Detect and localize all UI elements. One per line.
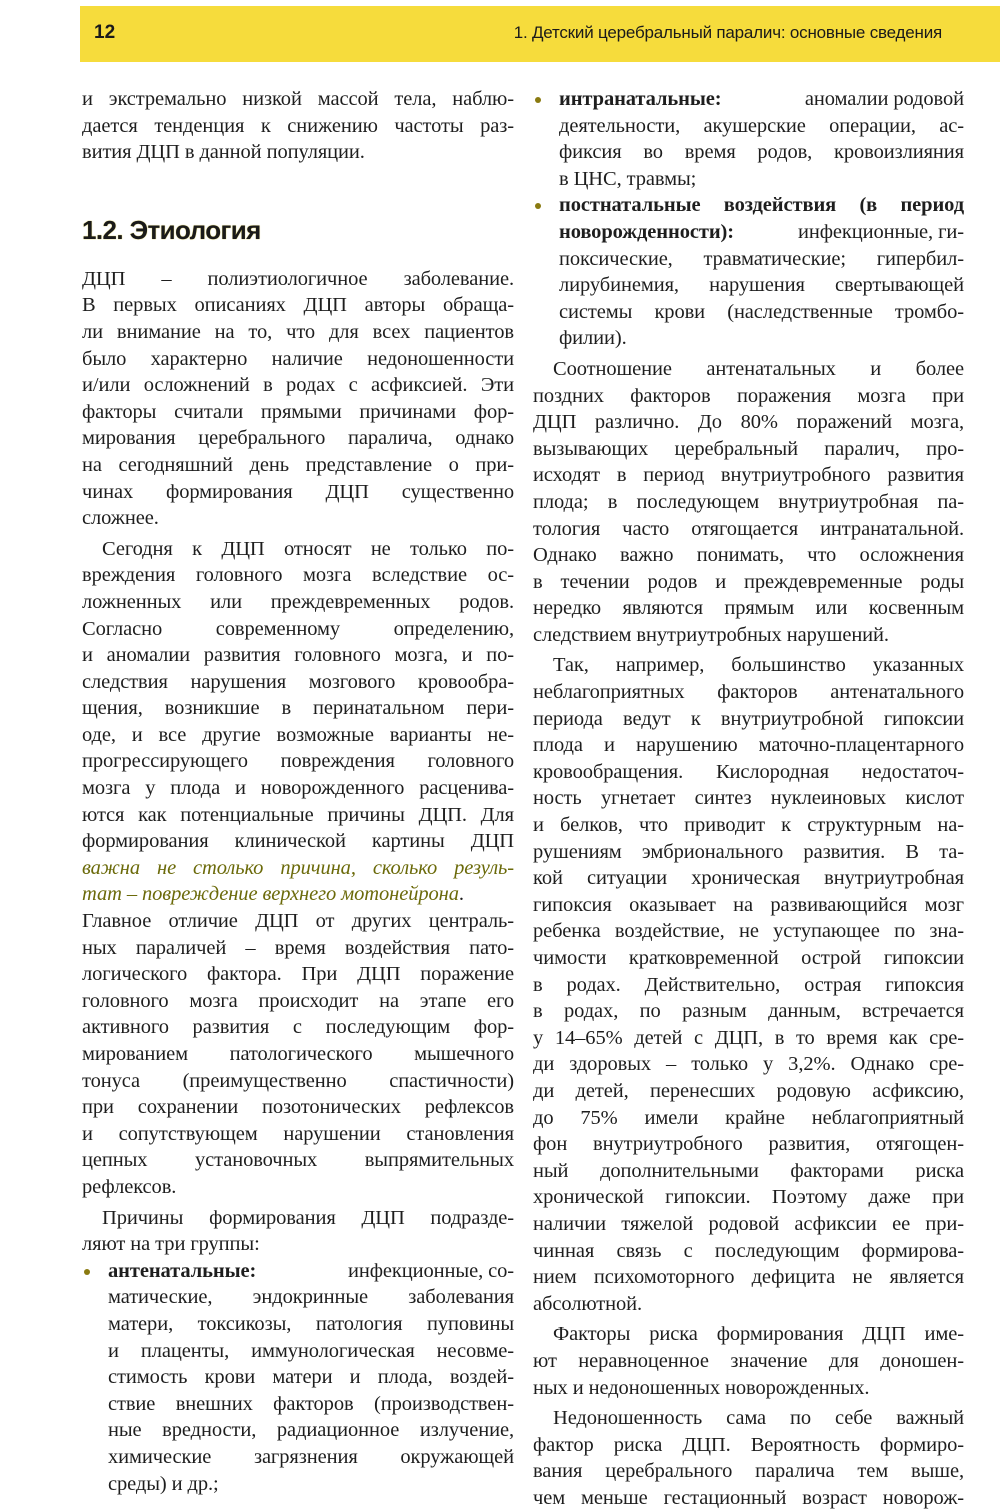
text-line: исходят в период внутриутробного развития <box>533 464 964 487</box>
text-line: сложнее. <box>82 507 159 530</box>
running-header <box>80 6 1000 62</box>
text-line: ность угнетает синтез нуклеиновых кислот <box>533 787 964 810</box>
text-line: фон внутриутробного развития, отягощен- <box>533 1133 964 1156</box>
paragraph-prematurity <box>533 1405 964 1511</box>
paragraph-hypoxia <box>533 652 964 1317</box>
text-line: было характерно наличие недоношенности <box>82 347 514 370</box>
text-line: ют неравноценное значение для доношен- <box>533 1349 964 1372</box>
text-line: чем меньше гестационный возраст новорож- <box>533 1486 964 1509</box>
highlighted-text: тат – повреждение верхнего мотонейрона <box>82 883 459 906</box>
text-line: и сопутствующем нарушении становления <box>82 1122 514 1145</box>
text-line: плода; в последующем внутриутробная па- <box>533 490 964 513</box>
text-line: ный дополнительными факторами риска <box>533 1159 964 1182</box>
text-line: системы крови (наследственные тромбо- <box>559 300 964 323</box>
text-line: факторы считали прямыми причинами фор- <box>82 400 514 423</box>
text-line: вития ДЦП в данной популяции. <box>82 141 365 164</box>
text-line: чимости кратковременной острой гипоксии <box>533 947 964 969</box>
text-line: ребенка воздействие, не уступающее по зна- <box>533 920 964 943</box>
text-line: поздних факторов поражения мозга при <box>533 384 964 407</box>
text-line: ные вредности, радиационное излучение, <box>108 1419 514 1442</box>
highlighted-text-line <box>82 881 514 908</box>
bullet-term: антенатальные: <box>108 1259 257 1282</box>
bullet-icon <box>535 97 541 103</box>
text-line: и белков, что приводит к структурным на- <box>533 814 964 837</box>
text-line: рушениям эмбрионального развития. В та- <box>533 840 964 863</box>
text-line: Так, например, большинство указанных <box>553 654 964 677</box>
text-line: кровообращения. Кислородная недостаточ- <box>533 760 964 783</box>
bullet-postnatal <box>533 192 964 352</box>
text-line: Согласно современному определению, <box>82 617 514 640</box>
text-line: мирования церебрального паралича, однако <box>82 427 514 450</box>
text-line: периода ведут к внутриутробной гипоксии <box>533 707 964 730</box>
text-line: тонуса (преимущественно спастичности) <box>82 1069 514 1092</box>
text-line: ДЦП – полиэтиологичное заболевание. <box>82 267 514 290</box>
text-line: абсолютной. <box>533 1292 643 1315</box>
text-line: логического фактора. При ДЦП поражение <box>82 963 514 986</box>
paragraph-modern-definition <box>82 536 514 1201</box>
text-line: формирования клинической картины ДЦП <box>82 830 514 853</box>
text-line: рефлексов. <box>82 1175 177 1198</box>
text-line: поксические, травматические; гипербил- <box>559 247 964 270</box>
text-line: при сохранении позотонических рефлексов <box>82 1096 514 1119</box>
paragraph-etiology-intro <box>82 266 514 532</box>
text-line: Однако важно понимать, что осложнения <box>533 544 964 567</box>
running-title: 1. Детский церебральный паралич: основные сведения <box>513 23 942 42</box>
text-line <box>82 1258 514 1285</box>
page-number: 12 <box>94 22 116 43</box>
text-line: фиксия во время родов, кровоизлияния <box>559 141 964 164</box>
text-line: деятельности, акушерские операции, ас- <box>559 114 964 137</box>
text-line: вызывающих церебральный паралич, про- <box>533 437 964 460</box>
text-line: ных параличей – время воздействия пато- <box>82 936 514 959</box>
section-title: 1.2. Этиология <box>82 214 261 245</box>
paragraph-ratio <box>533 356 964 649</box>
text-line: среды) и др.; <box>108 1472 219 1495</box>
text-line: матические, эндокринные заболевания <box>108 1286 514 1309</box>
text-line: цепных установочных выпрямительных <box>82 1149 514 1172</box>
text-fragment: инфекционные, со- <box>347 1259 514 1282</box>
text-line: прогрессирующего повреждения головного <box>82 750 514 773</box>
text-line <box>533 192 964 219</box>
text-line: щения, возникшие в перинатальном пери- <box>82 697 514 720</box>
text-line: филии). <box>559 327 627 350</box>
left-column <box>82 86 514 1497</box>
intro-paragraph <box>82 86 514 166</box>
text-line: стимость крови матери и плода, воздей- <box>108 1366 514 1389</box>
text-line: в родах, по разным данным, встречается <box>533 1000 964 1023</box>
text-line: нием психомоторного дефицита не является <box>533 1266 964 1289</box>
bullet-icon <box>535 203 541 209</box>
text-line: лирубинемия, нарушения свертывающей <box>559 274 964 297</box>
text-line: и плаценты, иммунологическая несовме- <box>108 1339 514 1362</box>
text-line: фактор риска ДЦП. Вероятность формиро- <box>533 1433 964 1456</box>
text-line: и/или осложнений в родах с асфиксией. Эти <box>82 374 514 397</box>
text-line: ствие внешних факторов (производствен- <box>108 1392 514 1415</box>
text-line: следствия нарушения мозгового кровообра- <box>82 670 514 693</box>
highlighted-text-line: важна не столько причина, сколько резуль- <box>82 856 514 879</box>
bullet-term: постнатальные воздействия (в период <box>559 194 964 217</box>
paragraph-cause-groups <box>82 1205 514 1258</box>
text-line: чинах формирования ДЦП существенно <box>82 480 514 503</box>
text-line: гипоксия оказывает на развивающийся мозг <box>533 893 964 916</box>
text-line <box>533 86 964 113</box>
paragraph-risk-factors <box>533 1321 964 1401</box>
text-line: и экстремально низкой массой тела, наблю- <box>82 88 514 110</box>
text-line: химические загрязнения окружающей <box>108 1445 514 1468</box>
bullet-intranatal <box>533 86 964 192</box>
text-line: на сегодняшний день представление о при- <box>82 453 514 476</box>
right-column <box>533 86 964 1511</box>
bullet-antenatal <box>82 1258 514 1497</box>
text-line: Главное отличие ДЦП от других централь- <box>82 910 514 933</box>
text-line: ются как потенциальные причины ДЦП. Для <box>82 803 514 826</box>
bullet-term: интранатальные: <box>559 88 722 110</box>
text-fragment: аномалии родовой <box>804 88 964 110</box>
text-line: следствием внутриутробных нарушений. <box>533 623 889 646</box>
text-line: Недоношенность сама по себе важный <box>553 1407 964 1430</box>
text-line: ли внимание на то, что для всех пациентов <box>82 320 514 343</box>
text-line: ди здоровых – только у 3,2%. Однако сре- <box>533 1053 964 1076</box>
text-line: и аномалии развития головного мозга, и по- <box>82 644 514 667</box>
text-line: тология часто отягощается интранатальной. <box>533 517 964 540</box>
text-line: хронической гипоксии. Поэтому даже при <box>533 1186 964 1209</box>
text-fragment: инфекционные, ги- <box>797 220 964 243</box>
text-line <box>533 219 964 246</box>
text-line: оде, и все другие возможные варианты не- <box>82 723 514 746</box>
text-line: ляют на три группы: <box>82 1233 260 1256</box>
text-line: нередко являются прямым или косвенным <box>533 597 964 620</box>
text-line: В первых описаниях ДЦП авторы обраща- <box>82 294 514 317</box>
text-line: в родах. Действительно, острая гипоксия <box>533 973 964 996</box>
text-line: Соотношение антенатальных и более <box>553 357 964 380</box>
bullet-term: новорожденности): <box>559 220 735 243</box>
text-line: активного развития с последующим фор- <box>82 1016 514 1039</box>
text-line: в течении родов и преждевременные роды <box>533 570 964 593</box>
text-line: у 14–65% детей с ДЦП, в то время как сре- <box>533 1026 964 1049</box>
text-line: вреждения головного мозга вследствие ос- <box>82 564 514 587</box>
text-line: мозга у плода и новорожденного расценива- <box>82 777 514 800</box>
text-line: кой ситуации хроническая внутриутробная <box>533 867 964 890</box>
text-line: ДЦП различно. До 80% поражений мозга, <box>533 411 964 434</box>
text-line: плода и нарушению маточно-плацентарного <box>533 734 964 757</box>
text-line: Сегодня к ДЦП относят не только по- <box>102 537 514 560</box>
text-line: ложненных или преждевременных родов. <box>82 590 514 613</box>
text-line: ных и недоношенных новорожденных. <box>533 1376 870 1399</box>
bullet-icon <box>84 1269 90 1275</box>
text-line: неблагоприятных факторов антенатального <box>533 681 964 704</box>
text-line: дается тенденция к снижению частоты раз- <box>82 114 514 137</box>
text-line: мированием патологического мышечного <box>82 1043 514 1065</box>
text-line: до 75% имели крайне неблагоприятный <box>533 1106 964 1129</box>
text-line: в ЦНС, травмы; <box>559 167 697 190</box>
text-line: Причины формирования ДЦП подразде- <box>102 1206 514 1229</box>
text-line: наличии тяжелой родовой асфиксии ее при- <box>533 1212 964 1235</box>
text-line: чинная связь с последующим формирова- <box>533 1239 964 1262</box>
text-line: вания церебрального паралича тем выше, <box>533 1460 964 1483</box>
text-line: ди детей, перенесших родовую асфиксию, <box>533 1079 964 1102</box>
text-line: головного мозга происходит на этапе его <box>82 989 514 1012</box>
text-line: Факторы риска формирования ДЦП име- <box>553 1323 964 1346</box>
period: . <box>458 883 464 906</box>
text-line: матери, токсикозы, патология пуповины <box>108 1312 514 1335</box>
